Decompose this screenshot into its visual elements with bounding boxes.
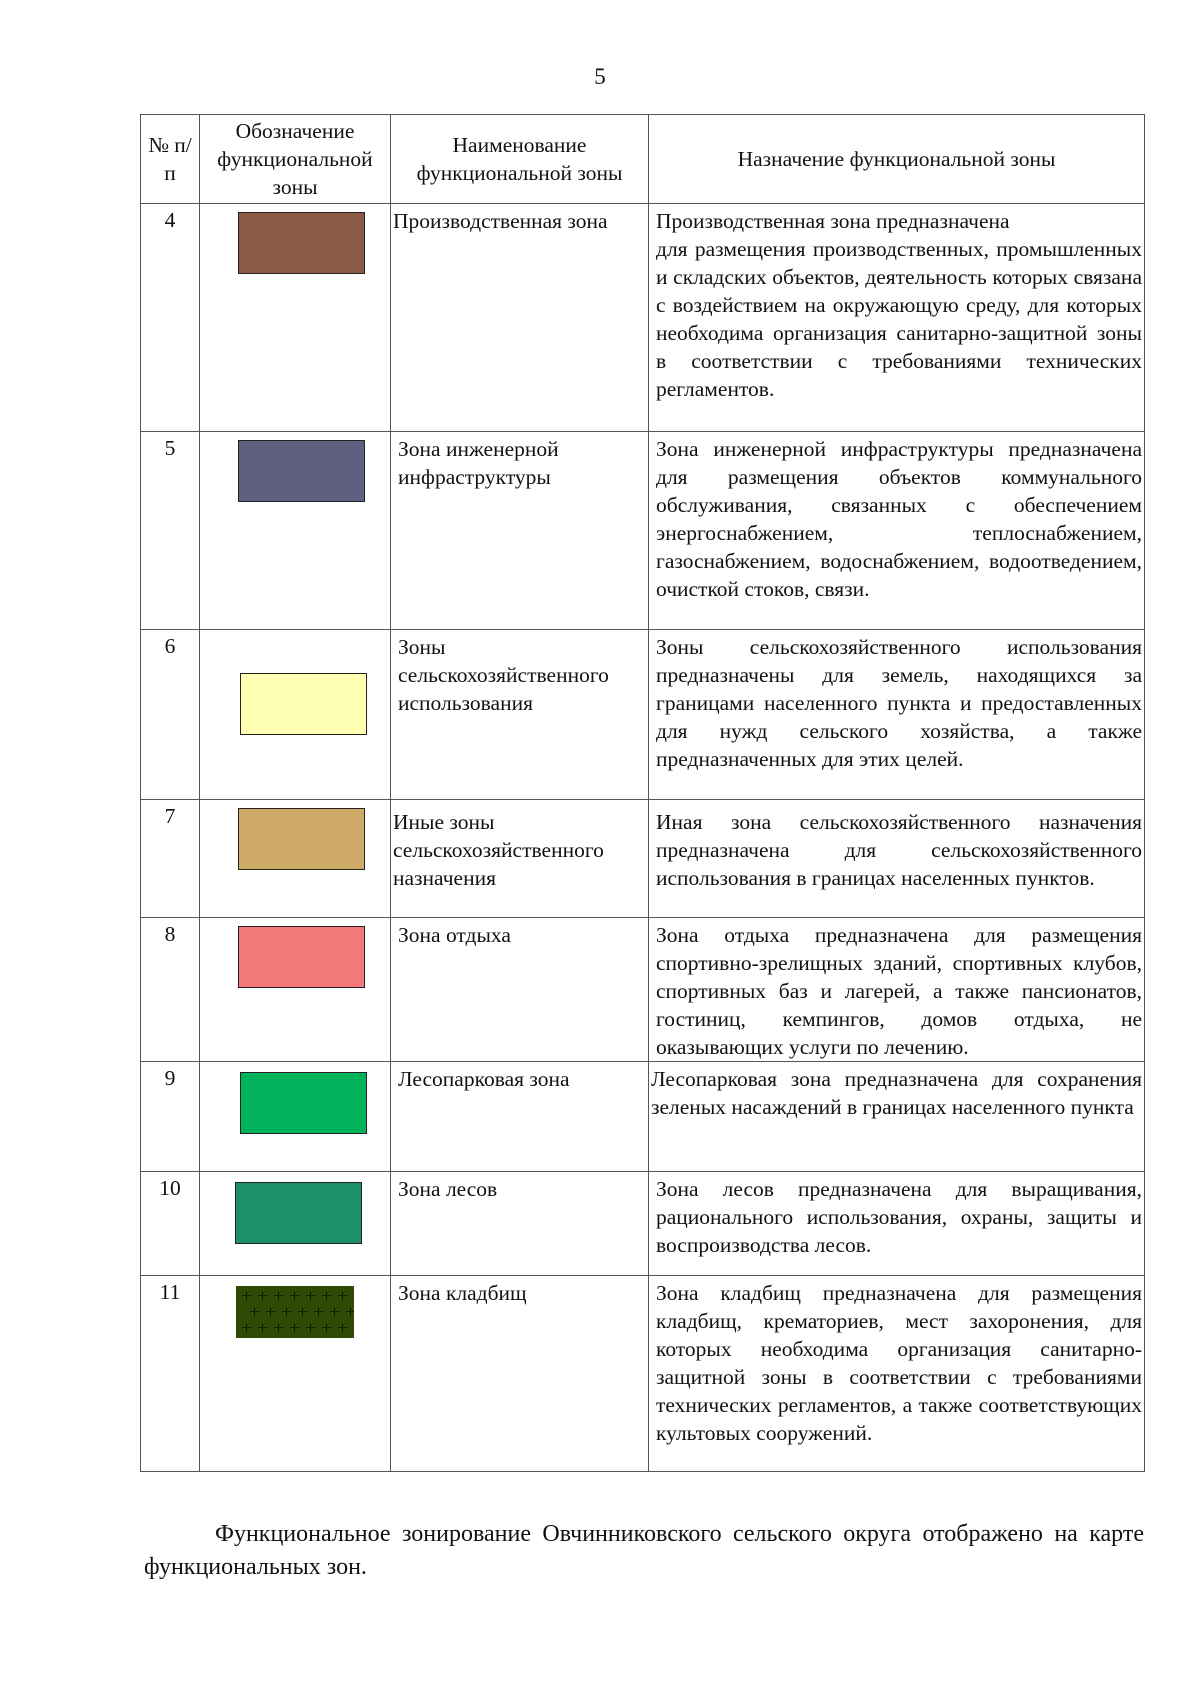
zone-description: [649, 1172, 1145, 1276]
zone-name: Иные зоны сельскохозяйственного назначения: [391, 800, 649, 918]
zone-swatch-engineering: [238, 440, 365, 502]
cemetery-cross-mark: [290, 1291, 299, 1300]
table-row: [141, 630, 1145, 800]
row-number: 6: [164, 634, 176, 658]
zone-description: [649, 1276, 1145, 1472]
cemetery-cross-mark: [282, 1307, 291, 1316]
header-purpose: Назначение функциональной зоны: [649, 115, 1145, 204]
row-number-cell: [141, 630, 200, 800]
row-number-cell: [141, 432, 200, 630]
zone-swatch-agricultural-use: [240, 673, 367, 735]
table-row: [141, 1172, 1145, 1276]
cemetery-cross-mark: [250, 1307, 259, 1316]
cemetery-cross-mark: [242, 1291, 251, 1300]
row-number-cell: [141, 800, 200, 918]
row-number: 9: [164, 1066, 176, 1090]
table-row: [141, 204, 1145, 432]
zone-description: [649, 918, 1145, 1062]
zone-description: [649, 630, 1145, 800]
symbol-cell: [200, 800, 391, 918]
row-number-cell: [141, 1062, 200, 1172]
zone-swatch-production: [238, 212, 365, 274]
cemetery-cross-mark: [338, 1323, 347, 1332]
cemetery-cross-mark: [338, 1291, 347, 1300]
row-number-cell: [141, 1276, 200, 1472]
symbol-cell: [200, 204, 391, 432]
zones-table: [140, 114, 1145, 1472]
cemetery-cross-mark: [266, 1307, 275, 1316]
zone-description-first-line: Производственная зона предназначена: [656, 209, 1010, 233]
zone-swatch-forest: [235, 1182, 362, 1244]
row-number-cell: [141, 1172, 200, 1276]
zone-name: Зона инженерной инфраструктуры: [391, 432, 649, 630]
zone-swatch-forest-park: [240, 1072, 367, 1134]
row-number: 8: [164, 922, 176, 946]
symbol-cell: [200, 1062, 391, 1172]
cemetery-cross-mark: [290, 1323, 299, 1332]
zone-description-text: Зона лесов предназначена для выращивания, рационального использования, охраны, защиты и воспроизводства лесов.: [656, 1177, 1142, 1257]
zone-description: [649, 204, 1145, 432]
zone-swatch-recreation: [238, 926, 365, 988]
row-number: 4: [164, 208, 176, 232]
header-name: Наименование функциональной зоны: [391, 115, 649, 204]
table-row: [141, 918, 1145, 1062]
header-num: № п/п: [141, 115, 200, 204]
zone-name: Зона кладбищ: [391, 1276, 649, 1472]
row-number: 11: [159, 1280, 181, 1304]
zone-description-text: Зона кладбищ предназначена для размещения кладбищ, крематориев, мест захоронения, для которых необходима организация санитарно-защитной зоны в соответствии с требованиями технических регламентов, а также соответствующих культовых сооружений.: [656, 1281, 1142, 1445]
header-symbol: Обозначение функциональной зоны: [200, 115, 391, 204]
zone-name: Зона отдыха: [391, 918, 649, 1062]
cemetery-cross-mark: [322, 1291, 331, 1300]
zone-description-text: Зона отдыха предназначена для размещения спортивно-зрелищных зданий, спортивных клубов, спортивных баз и лагерей, а также пансионатов, гостиниц, кемпингов, домов отдыха, не оказывающих услуги по лечению.: [656, 923, 1142, 1059]
table-row: [141, 1276, 1145, 1472]
zone-description-text: Иная зона сельскохозяйственного назначения предназначена для сельскохозяйственного использования в границах населенных пунктов.: [656, 810, 1142, 890]
cemetery-cross-mark: [258, 1323, 267, 1332]
row-number: 10: [159, 1176, 181, 1200]
row-number-cell: [141, 918, 200, 1062]
zone-name: Лесопарковая зона: [391, 1062, 649, 1172]
table-header-row: [141, 115, 1145, 204]
cemetery-cross-mark: [330, 1307, 339, 1316]
zone-swatch-other-agricultural: [238, 808, 365, 870]
cemetery-cross-mark: [346, 1307, 354, 1316]
zone-description-text: Лесопарковая зона предназначена для сохранения зеленых насаждений в границах населенного пункта: [651, 1067, 1142, 1119]
table-row: [141, 432, 1145, 630]
zone-description-text: для размещения производственных, промышленных и складских объектов, деятельность которых связана с воздействием на окружающую среду, для которых необходима организация санитарно-защитной зоны в соответствии с требованиями технических регламентов.: [656, 237, 1142, 401]
symbol-cell: [200, 1172, 391, 1276]
cemetery-cross-mark: [314, 1307, 323, 1316]
symbol-cell: [200, 432, 391, 630]
cemetery-cross-mark: [242, 1323, 251, 1332]
cemetery-cross-mark: [298, 1307, 307, 1316]
zone-description: [649, 432, 1145, 630]
cemetery-cross-mark: [274, 1323, 283, 1332]
zone-name: Зоны сельскохозяйственного использования: [391, 630, 649, 800]
symbol-cell: [200, 918, 391, 1062]
row-number-cell: [141, 204, 200, 432]
cemetery-cross-mark: [258, 1291, 267, 1300]
row-number: 7: [164, 804, 176, 828]
zone-description-text: Зона инженерной инфраструктуры предназначена для размещения объектов коммунального обслуживания, связанных с обеспечением энергоснабжением, теплоснабжением, газоснабжением, водоснабжением, водоотведением, очисткой стоков, связи.: [656, 437, 1142, 601]
cemetery-cross-mark: [306, 1323, 315, 1332]
zone-name: Зона лесов: [391, 1172, 649, 1276]
cemetery-cross-mark: [306, 1291, 315, 1300]
page-number: 5: [594, 64, 606, 89]
symbol-cell: [200, 1276, 391, 1472]
symbol-cell: [200, 630, 391, 800]
closing-paragraph: Функциональное зонирование Овчинниковского сельского округа отображено на карте функциональных зон.: [144, 1521, 1144, 1580]
table-row: [141, 800, 1145, 918]
zone-swatch-cemetery: [236, 1286, 354, 1338]
zone-name: Производственная зона: [391, 204, 649, 432]
zone-description: [649, 1062, 1145, 1172]
zone-description: [649, 800, 1145, 918]
table-row: [141, 1062, 1145, 1172]
cemetery-cross-mark: [322, 1323, 331, 1332]
row-number: 5: [164, 436, 176, 460]
zone-description-text: Зоны сельскохозяйственного использования предназначены для земель, находящихся за границами населенного пункта и предоставленных для нужд сельского хозяйства, а также предназначенных для этих целей.: [656, 635, 1142, 771]
cemetery-cross-mark: [274, 1291, 283, 1300]
